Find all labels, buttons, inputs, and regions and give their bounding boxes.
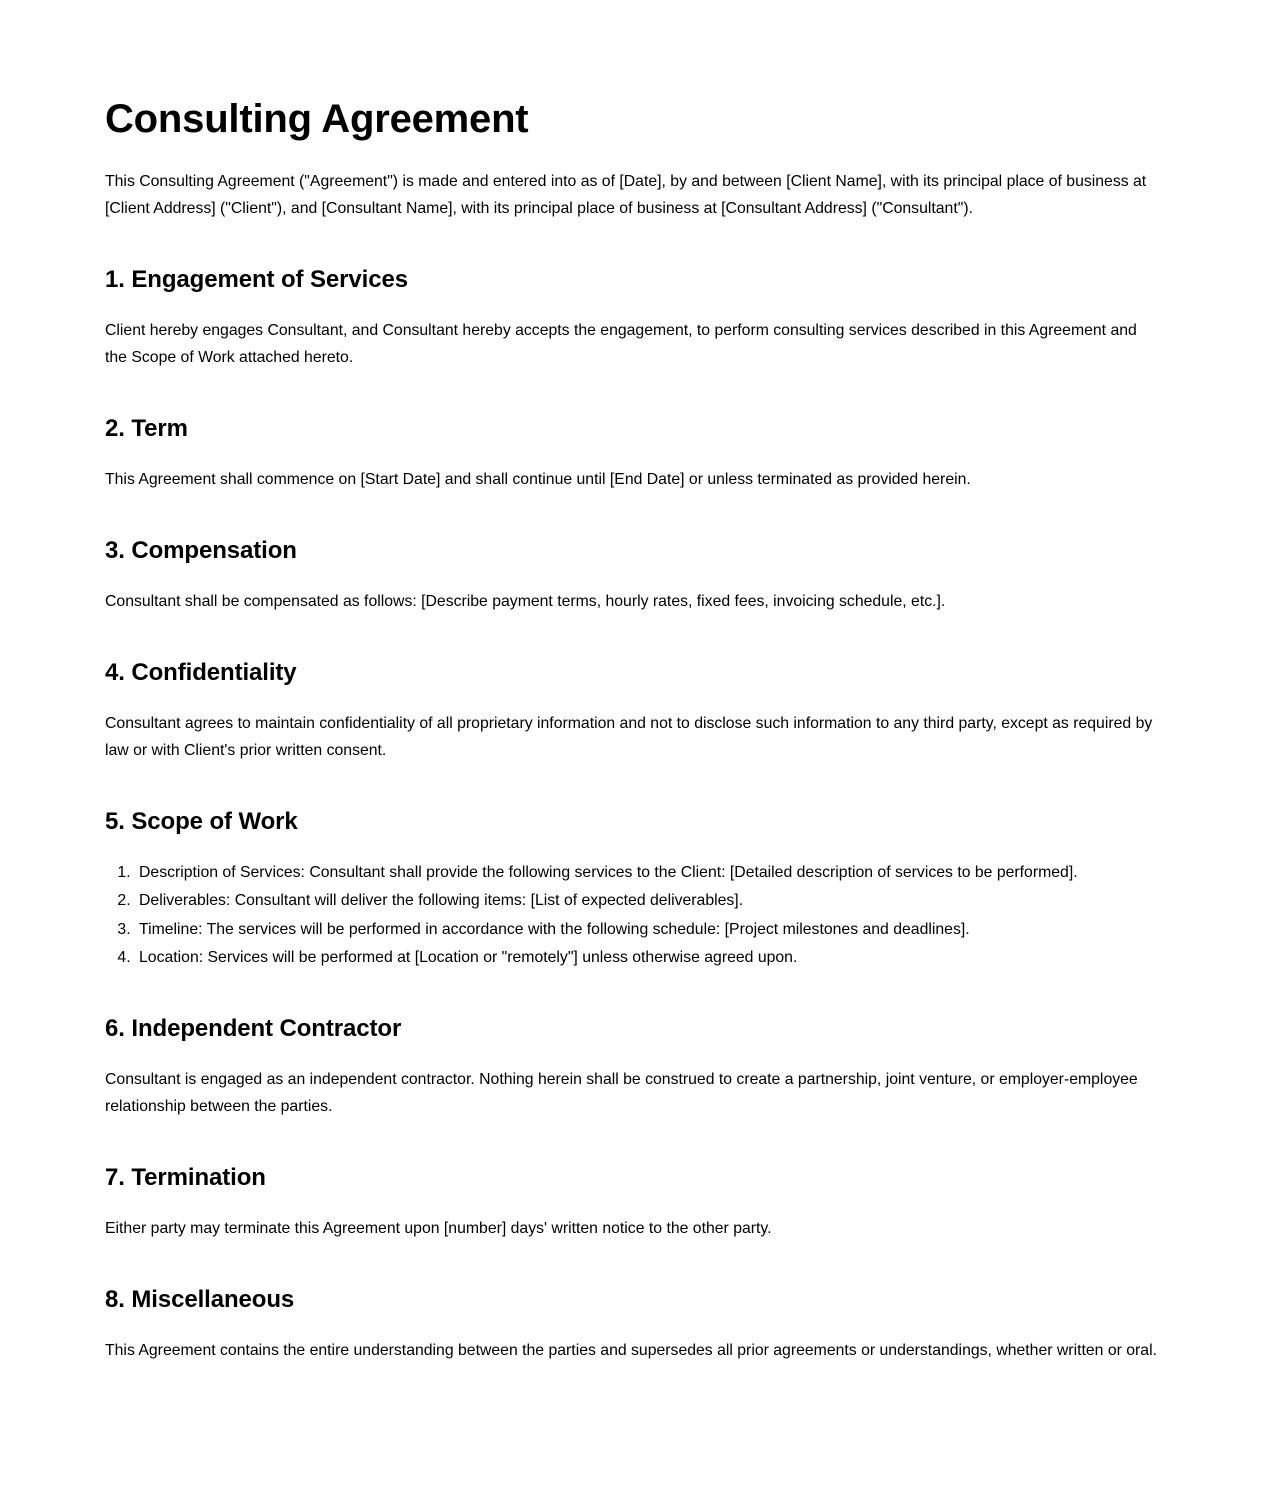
list-item: 4. Location: Services will be performed at [Location or "remotely"] unless otherwise agreed upon. xyxy=(135,944,1158,971)
section-heading-termination: 7. Termination xyxy=(105,1163,266,1191)
section-body-engagement-of-services: Client hereby engages Consultant, and Consultant hereby accepts the engagement, to perform consulting services described in this Agreement and the Scope of Work attached hereto. xyxy=(105,322,1137,367)
section-body-term: This Agreement shall commence on [Start Date] and shall continue until [End Date] or unless terminated as provided herein. xyxy=(105,471,971,489)
section-heading-confidentiality: 4. Confidentiality xyxy=(105,659,297,687)
section-body-termination: Either party may terminate this Agreement upon [number] days' written notice to the other party. xyxy=(105,1219,772,1237)
list-item: 3. Timeline: The services will be performed in accordance with the following schedule: [Project milestones and deadlines]. xyxy=(135,916,1158,943)
section-heading-independent-contractor: 6. Independent Contractor xyxy=(105,1014,402,1042)
page-title: Consulting Agreement xyxy=(105,97,529,141)
section-heading-scope-of-work: 5. Scope of Work xyxy=(105,808,298,836)
section-heading-miscellaneous: 8. Miscellaneous xyxy=(105,1285,295,1313)
section-body-confidentiality: Consultant agrees to maintain confidentiality of all proprietary information and not to disclose such information to any third party, except as required by law or with Client's prior written consent. xyxy=(105,715,1153,760)
section-body-independent-contractor: Consultant is engaged as an independent contractor. Nothing herein shall be construed to create a partnership, joint venture, or employer-employee relationship between the parties. xyxy=(105,1070,1138,1115)
list-item: 2. Deliverables: Consultant will deliver the following items: [List of expected deliverables]. xyxy=(135,887,1158,914)
section-heading-compensation: 3. Compensation xyxy=(105,537,297,565)
section-body-miscellaneous: This Agreement contains the entire understanding between the parties and supersedes all prior agreements or understandings, whether written or oral. xyxy=(105,1341,1157,1359)
section-heading-engagement-of-services: 1. Engagement of Services xyxy=(105,266,408,294)
section-heading-term: 2. Term xyxy=(105,415,188,443)
scope-of-work-list xyxy=(105,859,1158,971)
list-item: 1. Description of Services: Consultant shall provide the following services to the Client: [Detailed description of services to be performed]. xyxy=(135,859,1158,886)
intro-paragraph: This Consulting Agreement ("Agreement") is made and entered into as of [Date], by and between [Client Name], with its principal place of business at [Client Address] ("Client"), and [Consultant Name], with its principal place of business at [Consultant Address] ("Consultant"). xyxy=(105,173,1147,218)
section-body-compensation: Consultant shall be compensated as follows: [Describe payment terms, hourly rates, fixed fees, invoicing schedule, etc.]. xyxy=(105,593,946,611)
